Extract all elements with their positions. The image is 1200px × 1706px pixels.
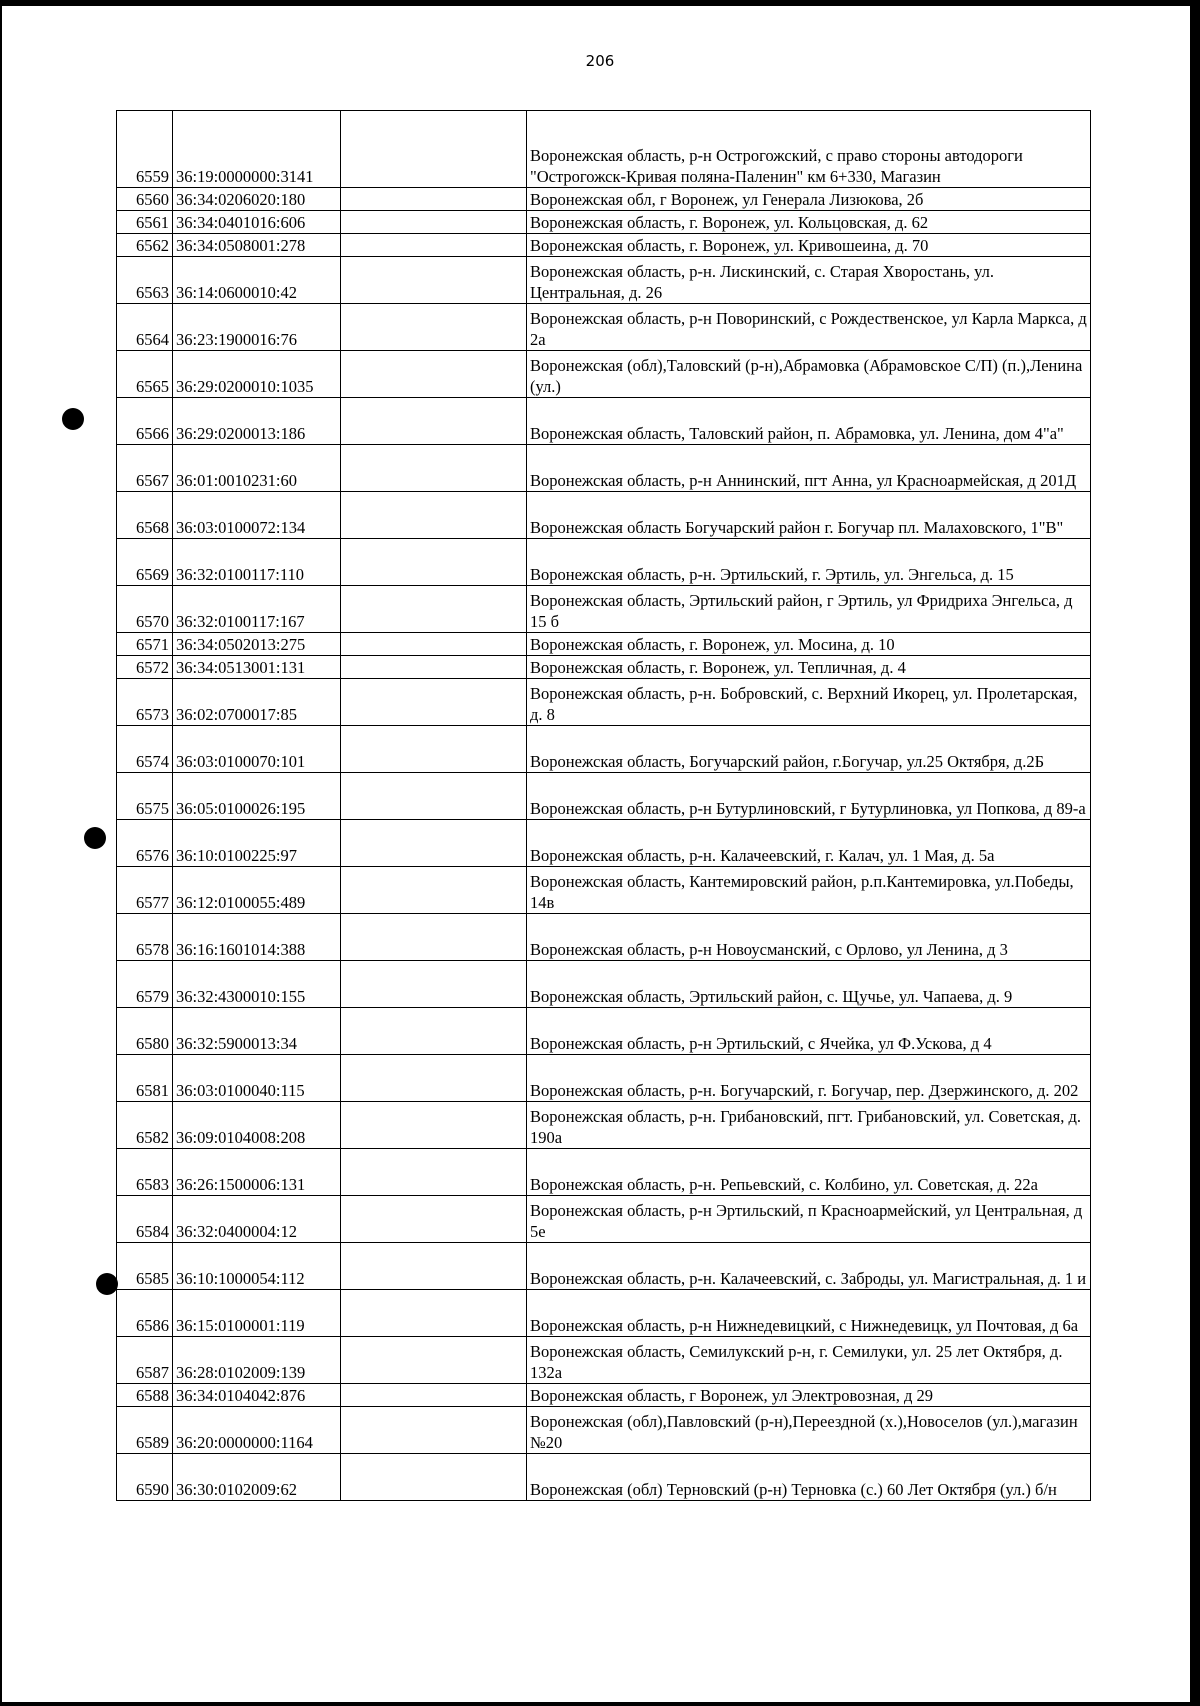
table-row: [117, 586, 1091, 633]
address-cell: Воронежская область, р-н Эртильский, с Ячейка, ул Ф.Ускова, д 4: [527, 1008, 1091, 1055]
table-row: [117, 1243, 1091, 1290]
address-cell: Воронежская область, г. Воронеж, ул. Мосина, д. 10: [527, 633, 1091, 656]
cadastral-number-cell: 36:05:0100026:195: [173, 773, 341, 820]
empty-cell: [341, 1055, 527, 1102]
table-row: [117, 445, 1091, 492]
address-cell: Воронежская область, г. Воронеж, ул. Кольцовская, д. 62: [527, 211, 1091, 234]
table-row: [117, 1102, 1091, 1149]
row-number-cell: 6570: [117, 586, 173, 633]
address-cell: Воронежская область, р-н. Репьевский, с. Колбино, ул. Советская, д. 22а: [527, 1149, 1091, 1196]
table-row: [117, 1290, 1091, 1337]
address-cell: Воронежская (обл),Таловский (р-н),Абрамовка (Абрамовское С/П) (п.),Ленина (ул.): [527, 351, 1091, 398]
empty-cell: [341, 492, 527, 539]
cadastral-number-cell: 36:03:0100070:101: [173, 726, 341, 773]
cadastral-number-cell: 36:34:0513001:131: [173, 656, 341, 679]
address-cell: Воронежская область, р-н Бутурлиновский, г Бутурлиновка, ул Попкова, д 89-а: [527, 773, 1091, 820]
row-number-cell: 6579: [117, 961, 173, 1008]
address-cell: Воронежская область, р-н. Лискинский, с. Старая Хворостань, ул. Центральная, д. 26: [527, 257, 1091, 304]
address-cell: Воронежская область, р-н. Грибановский, пгт. Грибановский, ул. Советская, д. 190а: [527, 1102, 1091, 1149]
table-row: [117, 914, 1091, 961]
address-cell: Воронежская область, Богучарский район, г.Богучар, ул.25 Октября, д.2Б: [527, 726, 1091, 773]
row-number-cell: 6562: [117, 234, 173, 257]
address-cell: Воронежская область, р-н. Бобровский, с. Верхний Икорец, ул. Пролетарская, д. 8: [527, 679, 1091, 726]
cadastral-number-cell: 36:34:0508001:278: [173, 234, 341, 257]
row-number-cell: 6576: [117, 820, 173, 867]
cadastral-number-cell: 36:14:0600010:42: [173, 257, 341, 304]
empty-cell: [341, 867, 527, 914]
cadastral-number-cell: 36:09:0104008:208: [173, 1102, 341, 1149]
cadastral-number-cell: 36:28:0102009:139: [173, 1337, 341, 1384]
table-row: [117, 726, 1091, 773]
address-cell: Воронежская область, р-н Поворинский, с Рождественское, ул Карла Маркса, д 2а: [527, 304, 1091, 351]
empty-cell: [341, 257, 527, 304]
table-row: [117, 867, 1091, 914]
table-row: [117, 111, 1091, 188]
address-cell: Воронежская область, р-н Острогожский, с право стороны автодороги "Острогожск-Кривая поляна-Паленин" км 6+330, Магазин: [527, 111, 1091, 188]
row-number-cell: 6561: [117, 211, 173, 234]
empty-cell: [341, 1149, 527, 1196]
table-row: [117, 351, 1091, 398]
row-number-cell: 6563: [117, 257, 173, 304]
empty-cell: [341, 398, 527, 445]
cadastral-number-cell: 36:32:0100117:110: [173, 539, 341, 586]
address-cell: Воронежская область, Эртильский район, с. Щучье, ул. Чапаева, д. 9: [527, 961, 1091, 1008]
cadastral-number-cell: 36:34:0502013:275: [173, 633, 341, 656]
table-row: [117, 820, 1091, 867]
address-cell: Воронежская область, р-н Нижнедевицкий, с Нижнедевицк, ул Почтовая, д 6а: [527, 1290, 1091, 1337]
cadastral-number-cell: 36:32:0400004:12: [173, 1196, 341, 1243]
row-number-cell: 6568: [117, 492, 173, 539]
empty-cell: [341, 1290, 527, 1337]
empty-cell: [341, 1384, 527, 1407]
row-number-cell: 6586: [117, 1290, 173, 1337]
row-number-cell: 6564: [117, 304, 173, 351]
empty-cell: [341, 111, 527, 188]
empty-cell: [341, 1008, 527, 1055]
registry-table-body: [117, 111, 1091, 1501]
cadastral-number-cell: 36:19:0000000:3141: [173, 111, 341, 188]
address-cell: Воронежская обл, г Воронеж, ул Генерала Лизюкова, 2б: [527, 188, 1091, 211]
table-row: [117, 211, 1091, 234]
cadastral-number-cell: 36:30:0102009:62: [173, 1454, 341, 1501]
row-number-cell: 6578: [117, 914, 173, 961]
empty-cell: [341, 961, 527, 1008]
address-cell: Воронежская область, р-н Новоусманский, с Орлово, ул Ленина, д 3: [527, 914, 1091, 961]
address-cell: Воронежская (обл) Терновский (р-н) Терновка (с.) 60 Лет Октября (ул.) б/н: [527, 1454, 1091, 1501]
cadastral-number-cell: 36:23:1900016:76: [173, 304, 341, 351]
empty-cell: [341, 656, 527, 679]
address-cell: Воронежская область, Кантемировский район, р.п.Кантемировка, ул.Победы, 14в: [527, 867, 1091, 914]
cadastral-number-cell: 36:15:0100001:119: [173, 1290, 341, 1337]
table-row: [117, 398, 1091, 445]
row-number-cell: 6567: [117, 445, 173, 492]
address-cell: Воронежская область, г. Воронеж, ул. Тепличная, д. 4: [527, 656, 1091, 679]
empty-cell: [341, 445, 527, 492]
address-cell: Воронежская область, р-н. Эртильский, г. Эртиль, ул. Энгельса, д. 15: [527, 539, 1091, 586]
empty-cell: [341, 304, 527, 351]
empty-cell: [341, 351, 527, 398]
punch-hole-2: [84, 827, 106, 849]
row-number-cell: 6590: [117, 1454, 173, 1501]
empty-cell: [341, 188, 527, 211]
row-number-cell: 6559: [117, 111, 173, 188]
empty-cell: [341, 726, 527, 773]
empty-cell: [341, 1102, 527, 1149]
cadastral-number-cell: 36:32:4300010:155: [173, 961, 341, 1008]
table-row: [117, 1149, 1091, 1196]
cadastral-number-cell: 36:02:0700017:85: [173, 679, 341, 726]
row-number-cell: 6585: [117, 1243, 173, 1290]
cadastral-number-cell: 36:12:0100055:489: [173, 867, 341, 914]
table-row: [117, 1384, 1091, 1407]
empty-cell: [341, 1243, 527, 1290]
row-number-cell: 6560: [117, 188, 173, 211]
row-number-cell: 6572: [117, 656, 173, 679]
row-number-cell: 6566: [117, 398, 173, 445]
row-number-cell: 6587: [117, 1337, 173, 1384]
table-row: [117, 1055, 1091, 1102]
row-number-cell: 6571: [117, 633, 173, 656]
row-number-cell: 6569: [117, 539, 173, 586]
cadastral-number-cell: 36:26:1500006:131: [173, 1149, 341, 1196]
table-row: [117, 304, 1091, 351]
cadastral-number-cell: 36:29:0200013:186: [173, 398, 341, 445]
row-number-cell: 6583: [117, 1149, 173, 1196]
address-cell: Воронежская область, Таловский район, п. Абрамовка, ул. Ленина, дом 4"а": [527, 398, 1091, 445]
empty-cell: [341, 679, 527, 726]
table-row: [117, 1337, 1091, 1384]
address-cell: Воронежская область, р-н. Калачеевский, с. Заброды, ул. Магистральная, д. 1 и: [527, 1243, 1091, 1290]
table-row: [117, 1407, 1091, 1454]
cadastral-number-cell: 36:03:0100072:134: [173, 492, 341, 539]
punch-hole-1: [62, 408, 84, 430]
address-cell: Воронежская область, р-н Аннинский, пгт Анна, ул Красноармейская, д 201Д: [527, 445, 1091, 492]
cadastral-number-cell: 36:34:0206020:180: [173, 188, 341, 211]
row-number-cell: 6580: [117, 1008, 173, 1055]
cadastral-number-cell: 36:03:0100040:115: [173, 1055, 341, 1102]
row-number-cell: 6588: [117, 1384, 173, 1407]
cadastral-number-cell: 36:32:5900013:34: [173, 1008, 341, 1055]
table-row: [117, 257, 1091, 304]
table-row: [117, 1196, 1091, 1243]
cadastral-number-cell: 36:34:0104042:876: [173, 1384, 341, 1407]
table-row: [117, 234, 1091, 257]
empty-cell: [341, 633, 527, 656]
empty-cell: [341, 773, 527, 820]
address-cell: Воронежская область Богучарский район г. Богучар пл. Малаховского, 1"В": [527, 492, 1091, 539]
address-cell: Воронежская область, Семилукский р-н, г. Семилуки, ул. 25 лет Октября, д. 132а: [527, 1337, 1091, 1384]
cadastral-number-cell: 36:29:0200010:1035: [173, 351, 341, 398]
table-row: [117, 961, 1091, 1008]
registry-table: [116, 110, 1091, 1501]
empty-cell: [341, 1454, 527, 1501]
cadastral-number-cell: 36:10:0100225:97: [173, 820, 341, 867]
address-cell: Воронежская область, г. Воронеж, ул. Кривошеина, д. 70: [527, 234, 1091, 257]
empty-cell: [341, 211, 527, 234]
cadastral-number-cell: 36:32:0100117:167: [173, 586, 341, 633]
table-row: [117, 773, 1091, 820]
row-number-cell: 6573: [117, 679, 173, 726]
address-cell: Воронежская область, р-н. Богучарский, г. Богучар, пер. Дзержинского, д. 202: [527, 1055, 1091, 1102]
cadastral-number-cell: 36:20:0000000:1164: [173, 1407, 341, 1454]
cadastral-number-cell: 36:34:0401016:606: [173, 211, 341, 234]
table-row: [117, 492, 1091, 539]
row-number-cell: 6584: [117, 1196, 173, 1243]
address-cell: Воронежская область, Эртильский район, г Эртиль, ул Фридриха Энгельса, д 15 б: [527, 586, 1091, 633]
empty-cell: [341, 914, 527, 961]
empty-cell: [341, 820, 527, 867]
empty-cell: [341, 539, 527, 586]
table-row: [117, 1454, 1091, 1501]
empty-cell: [341, 234, 527, 257]
empty-cell: [341, 1196, 527, 1243]
empty-cell: [341, 1337, 527, 1384]
table-row: [117, 539, 1091, 586]
address-cell: Воронежская область, р-н Эртильский, п Красноармейский, ул Центральная, д 5е: [527, 1196, 1091, 1243]
punch-hole-3: [96, 1273, 118, 1295]
address-cell: Воронежская область, г Воронеж, ул Электровозная, д 29: [527, 1384, 1091, 1407]
row-number-cell: 6582: [117, 1102, 173, 1149]
row-number-cell: 6581: [117, 1055, 173, 1102]
row-number-cell: 6575: [117, 773, 173, 820]
row-number-cell: 6565: [117, 351, 173, 398]
cadastral-number-cell: 36:16:1601014:388: [173, 914, 341, 961]
cadastral-number-cell: 36:10:1000054:112: [173, 1243, 341, 1290]
table-row: [117, 656, 1091, 679]
row-number-cell: 6574: [117, 726, 173, 773]
row-number-cell: 6577: [117, 867, 173, 914]
address-cell: Воронежская область, р-н. Калачеевский, г. Калач, ул. 1 Мая, д. 5а: [527, 820, 1091, 867]
empty-cell: [341, 586, 527, 633]
table-row: [117, 1008, 1091, 1055]
cadastral-number-cell: 36:01:0010231:60: [173, 445, 341, 492]
page-number: 206: [585, 52, 615, 70]
table-row: [117, 633, 1091, 656]
table-row: [117, 188, 1091, 211]
address-cell: Воронежская (обл),Павловский (р-н),Переездной (х.),Новоселов (ул.),магазин №20: [527, 1407, 1091, 1454]
row-number-cell: 6589: [117, 1407, 173, 1454]
table-row: [117, 679, 1091, 726]
empty-cell: [341, 1407, 527, 1454]
